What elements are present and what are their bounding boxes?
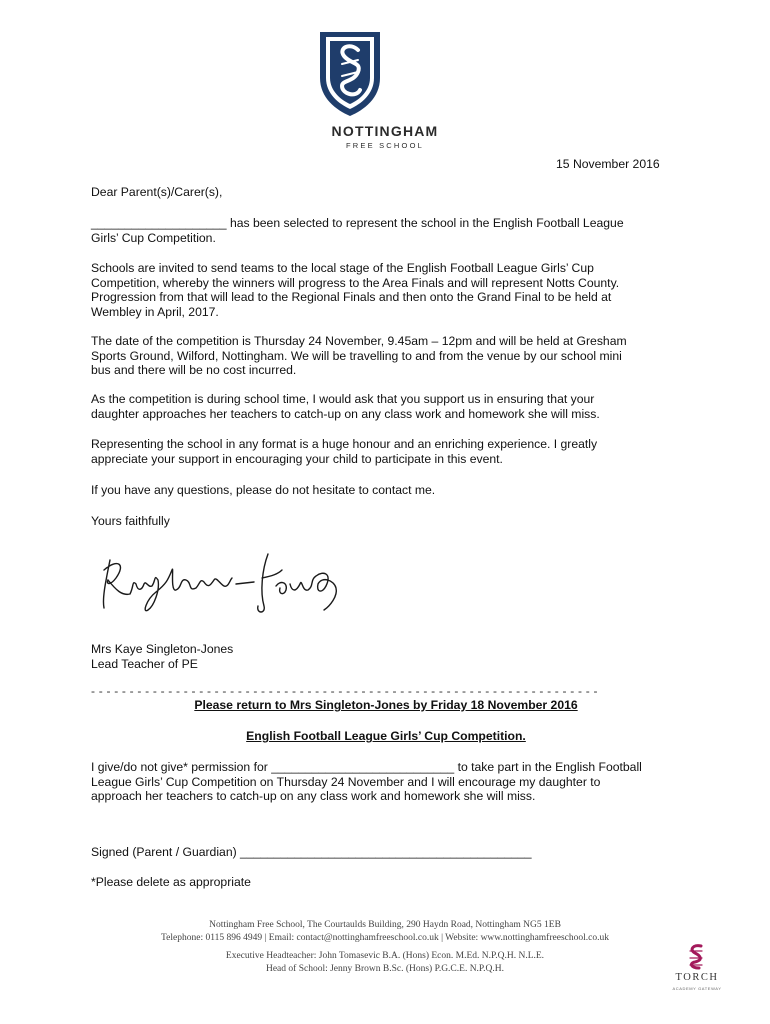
text-line: ____________________ has been selected to represent the school in the English Football League bbox=[91, 216, 624, 230]
text-line: daughter approaches her teachers to catch-up on any class work and homework she will miss. bbox=[91, 406, 600, 421]
school-crest-logo bbox=[314, 28, 386, 118]
text-line: Girls’ Cup Competition. bbox=[91, 230, 216, 245]
torch-name: TORCH bbox=[675, 972, 719, 983]
letter-date: 15 November 2016 bbox=[556, 157, 660, 171]
paragraph-schools-invited bbox=[91, 261, 681, 319]
text-line: Progression from that will lead to the Regional Finals and then onto the Grand Final to be held at bbox=[91, 290, 612, 304]
school-name: NOTTINGHAM bbox=[331, 123, 439, 139]
signer-name: Mrs Kaye Singleton-Jones bbox=[91, 642, 234, 656]
paragraph-questions: If you have any questions, please do not hesitate to contact me. bbox=[91, 483, 436, 497]
text-line: approach her teachers to catch-up on any class work and homework she will miss. bbox=[91, 789, 536, 803]
school-subtitle: FREE SCHOOL bbox=[346, 141, 424, 150]
text-line: Wembley in April, 2017. bbox=[91, 304, 219, 319]
signer-title: Lead Teacher of PE bbox=[91, 656, 198, 671]
text-line: League Girls’ Cup Competition on Thursday 24 November and I will encourage my daughter to bbox=[91, 774, 601, 789]
competition-heading: English Football League Girls’ Cup Competition. bbox=[246, 729, 526, 743]
text-line: Competition, whereby the winners will progress to the Area Finals and will represent Notts County. bbox=[91, 275, 620, 290]
text-line: Schools are invited to send teams to the local stage of the English Football League Girls’ Cup bbox=[91, 261, 594, 275]
return-heading: Please return to Mrs Singleton-Jones by Friday 18 November 2016 bbox=[194, 698, 578, 712]
text-line: Representing the school in any format is a huge honour and an enriching experience. I greatly bbox=[91, 437, 598, 451]
torch-logo-icon bbox=[681, 942, 711, 972]
signer-block bbox=[91, 642, 681, 671]
handwritten-signature bbox=[96, 540, 356, 620]
parent-signature-line: Signed (Parent / Guardian) ___________________________________________ bbox=[91, 845, 532, 859]
footer-contact: Telephone: 0115 896 4949 | Email: contact@nottinghamfreeschool.co.uk | Website: www.nottinghamfreeschool.co.uk bbox=[161, 933, 609, 943]
permission-paragraph bbox=[91, 760, 681, 804]
footnote: *Please delete as appropriate bbox=[91, 875, 251, 889]
salutation: Dear Parent(s)/Carer(s), bbox=[91, 185, 223, 199]
text-line: As the competition is during school time, I would ask that you support us in ensuring that your bbox=[91, 392, 595, 406]
paragraph-honour bbox=[91, 437, 681, 466]
text-line: Sports Ground, Wilford, Nottingham. We will be travelling to and from the venue by our school mini bbox=[91, 348, 622, 363]
text-line: appreciate your support in encouraging your child to participate in this event. bbox=[91, 451, 503, 466]
paragraph-competition-date bbox=[91, 334, 681, 378]
footer-head-of-school: Head of School: Jenny Brown B.Sc. (Hons) P.G.C.E. N.P.Q.H. bbox=[265, 964, 505, 974]
text-line: The date of the competition is Thursday 24 November, 9.45am – 12pm and will be held at Gresham bbox=[91, 334, 627, 348]
tear-off-divider: - - - - - - - - - - - - - - - - - - - - - - - - - - - - - - - - - - - - - - - - - - - - - - - - - - - - - - - - - - - - - - - - - - bbox=[91, 684, 598, 698]
torch-subtitle: ACADEMY GATEWAY bbox=[672, 986, 722, 991]
closing: Yours faithfully bbox=[91, 514, 170, 528]
text-line: bus and there will be no cost incurred. bbox=[91, 363, 297, 377]
paragraph-school-time bbox=[91, 392, 681, 421]
footer-executive-head: Executive Headteacher: John Tomasevic B.A. (Hons) Econ. M.Ed. N.P.Q.H. N.L.E. bbox=[225, 951, 545, 961]
paragraph-selected bbox=[91, 216, 681, 245]
text-line: I give/do not give* permission for ___________________________ to take part in the English Football bbox=[91, 760, 642, 774]
footer-address: Nottingham Free School, The Courtaulds Building, 290 Haydn Road, Nottingham NG5 1EB bbox=[209, 920, 561, 930]
